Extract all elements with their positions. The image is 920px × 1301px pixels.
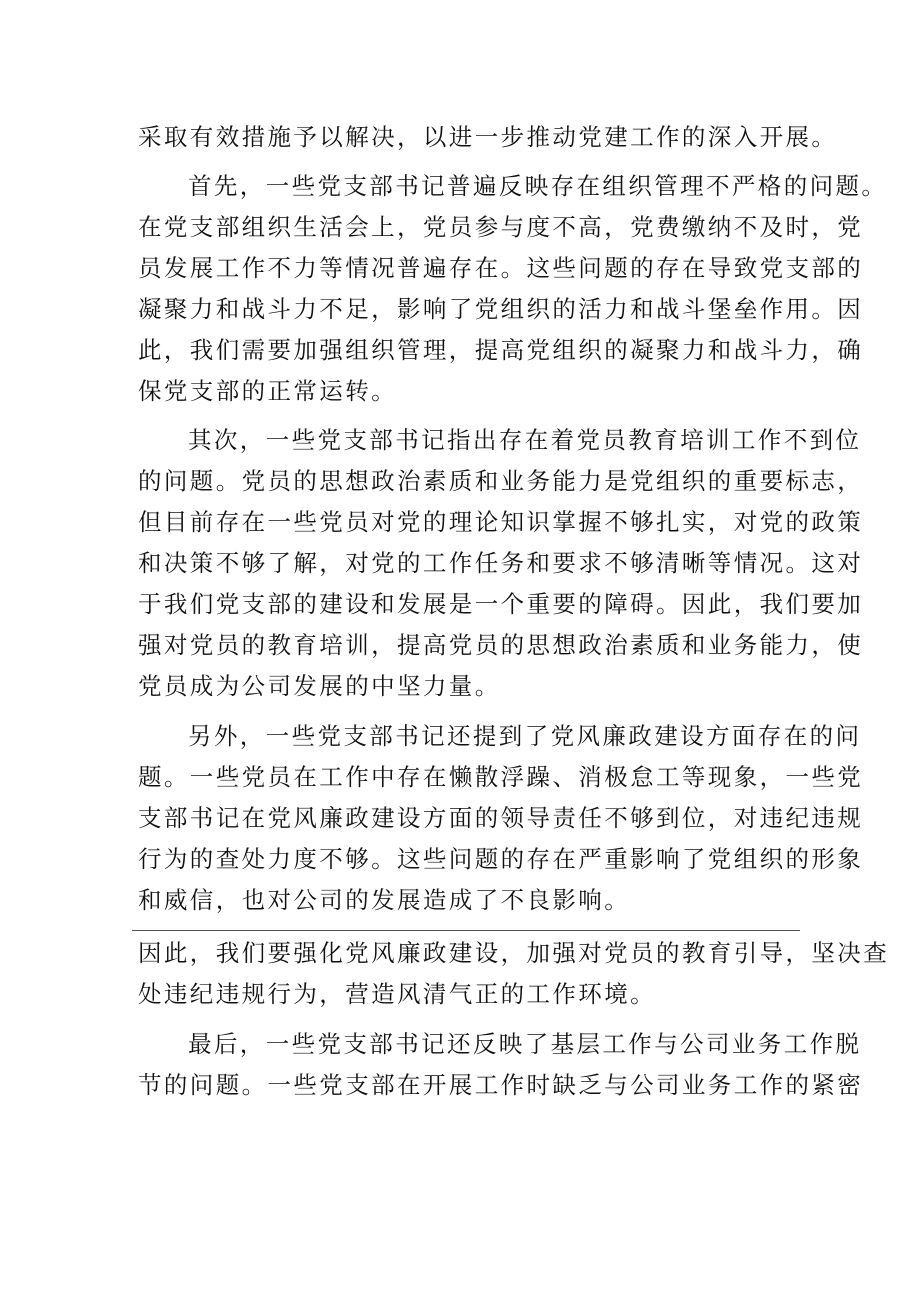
paragraph-first-line: 其次，一些党支部书记指出存在着党员教育培训工作不到位	[188, 426, 862, 454]
text-line: 在党支部组织生活会上，党员参与度不高，党费缴纳不及时，党	[138, 213, 864, 241]
text-line: 于我们党支部的建设和发展是一个重要的障碍。因此，我们要加	[138, 590, 864, 618]
text-line: 此，我们需要加强组织管理，提高党组织的凝聚力和战斗力，确	[138, 336, 864, 364]
paragraph-first-line: 首先，一些党支部书记普遍反映存在组织管理不严格的问题。	[188, 172, 888, 200]
text-line: 和威信，也对公司的发展造成了不良影响。	[138, 886, 631, 914]
text-line: 和决策不够了解，对党的工作任务和要求不够清晰等情况。这对	[138, 549, 864, 577]
text-line: 行为的查处力度不够。这些问题的存在严重影响了党组织的形象	[138, 845, 864, 873]
text-line: 处违纪违规行为，营造风清气正的工作环境。	[138, 980, 656, 1008]
text-line: 但目前存在一些党员对党的理论知识掌握不够扎实，对党的政策	[138, 508, 864, 536]
text-line: 保党支部的正常运转。	[138, 377, 397, 405]
text-line: 采取有效措施予以解决，以进一步推动党建工作的深入开展。	[138, 123, 838, 151]
paragraph-first-line: 最后，一些党支部书记还反映了基层工作与公司业务工作脱	[188, 1030, 862, 1058]
text-line: 支部书记在党风廉政建设方面的领导责任不够到位，对违纪违规	[138, 804, 864, 832]
text-line: 节的问题。一些党支部在开展工作时缺乏与公司业务工作的紧密	[138, 1071, 864, 1099]
text-line: 因此，我们要强化党风廉政建设，加强对党员的教育引导，坚决查	[138, 939, 890, 967]
section-divider	[132, 930, 800, 931]
text-line: 的问题。党员的思想政治素质和业务能力是党组织的重要标志，	[138, 467, 864, 495]
text-line: 员发展工作不力等情况普遍存在。这些问题的存在导致党支部的	[138, 254, 864, 282]
text-line: 强对党员的教育培训，提高党员的思想政治素质和业务能力，使	[138, 631, 864, 659]
paragraph-first-line: 另外，一些党支部书记还提到了党风廉政建设方面存在的问	[188, 722, 862, 750]
text-line: 凝聚力和战斗力不足，影响了党组织的活力和战斗堡垒作用。因	[138, 295, 864, 323]
text-line: 题。一些党员在工作中存在懒散浮躁、消极怠工等现象，一些党	[138, 763, 864, 791]
text-line: 党员成为公司发展的中坚力量。	[138, 672, 501, 700]
